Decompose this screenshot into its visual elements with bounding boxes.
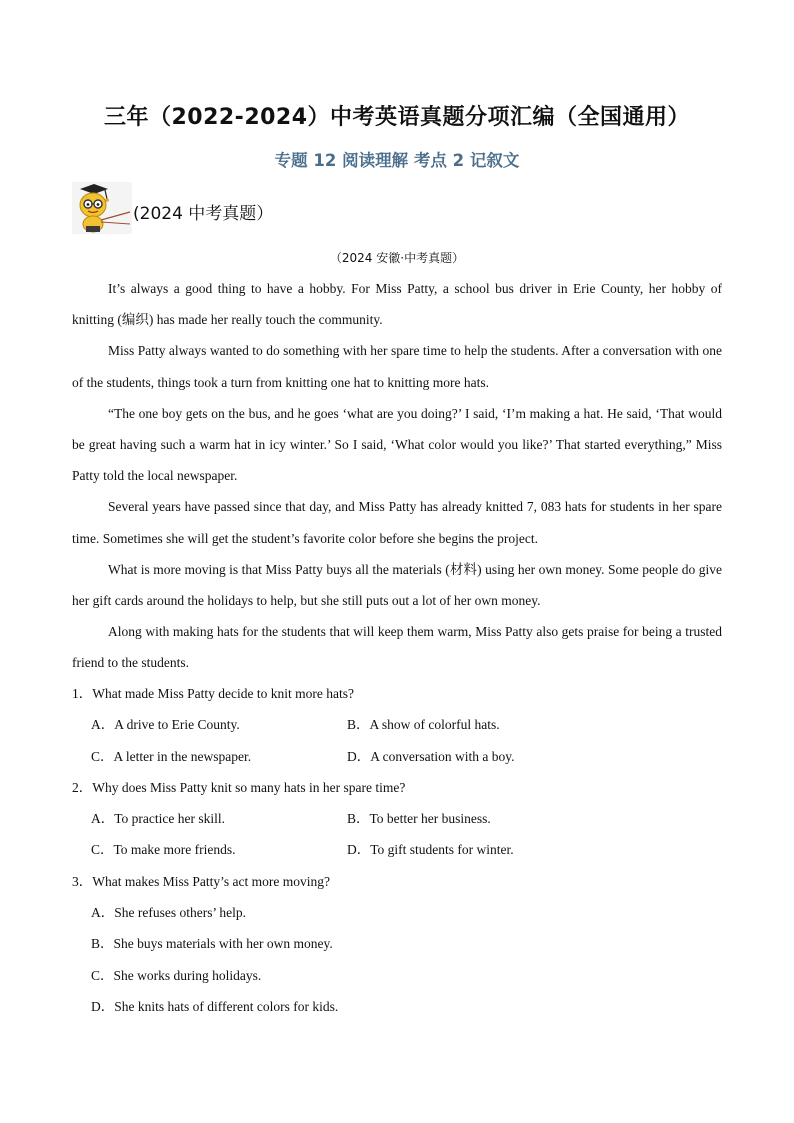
passage-source: （2024 安徽·中考真题） [329,251,465,265]
answer-option: D．To gift students for winter. [347,842,514,858]
question-stem: 2．Why does Miss Patty knit so many hats in her spare time? [72,779,406,795]
answer-option: A．A drive to Erie County. [91,717,240,733]
reading-passage [72,273,722,679]
option-row [72,741,722,772]
passage-paragraph: “The one boy gets on the bus, and he goes ‘what are you doing?’ I said, ‘I’m making a hat. He said, ‘That would be great having such a warm hat in icy winter.’ So I said, ‘What color would you like?’ That started everything,” Miss Patty told the local newspaper. [72,405,722,484]
answer-option: C．A letter in the newspaper. [91,748,252,764]
question-list [72,678,722,1022]
answer-option: B．To better her business. [347,811,491,827]
passage-paragraph: Miss Patty always wanted to do something with her spare time to help the students. After a conversation with one of the students, things took a turn from knitting one hat to knitting more hats. [72,343,722,390]
document-title: 三年（2022-2024）中考英语真题分项汇编（全国通用） [103,105,691,130]
passage-paragraph: Along with making hats for the students that will keep them warm, Miss Patty also gets praise for being a trusted friend to the students. [72,624,722,671]
passage-paragraph: Several years have passed since that day, and Miss Patty has already knitted 7, 083 hats for students in her spare time. Sometimes she will get the student’s favorite color before she begins the project. [72,499,722,546]
topic-subtitle: 专题 12 阅读理解 考点 2 记叙文 [274,151,520,170]
answer-option: C．She works during holidays. [91,967,262,983]
passage-paragraph: What is more moving is that Miss Patty buys all the materials (材料) using her own money. Some people do give her gift cards around the holidays to help, but she still puts out a lot of her own money. [72,561,722,609]
answer-option: C．To make more friends. [91,842,236,858]
answer-option: A．To practice her skill. [91,811,226,827]
cartoon-teacher-icon [72,182,132,234]
answer-option: B．She buys materials with her own money. [91,936,333,952]
option-row [72,834,722,865]
option-row [72,709,722,740]
passage-paragraph: It’s always a good thing to have a hobby. For Miss Patty, a school bus driver in Erie County, her hobby of knitting (编织) has made her really touch the community. [72,281,722,328]
question-stem: 3．What makes Miss Patty’s act more moving? [72,873,330,889]
answer-option: B．A show of colorful hats. [347,717,500,733]
question-stem: 1．What made Miss Patty decide to knit more hats? [72,686,354,701]
answer-option: D．She knits hats of different colors for kids. [91,998,339,1014]
answer-option: D．A conversation with a boy. [347,748,515,764]
option-row [72,803,722,834]
answer-option: A．She refuses others’ help. [91,905,246,921]
section-label: (2024 中考真题） [133,204,274,224]
